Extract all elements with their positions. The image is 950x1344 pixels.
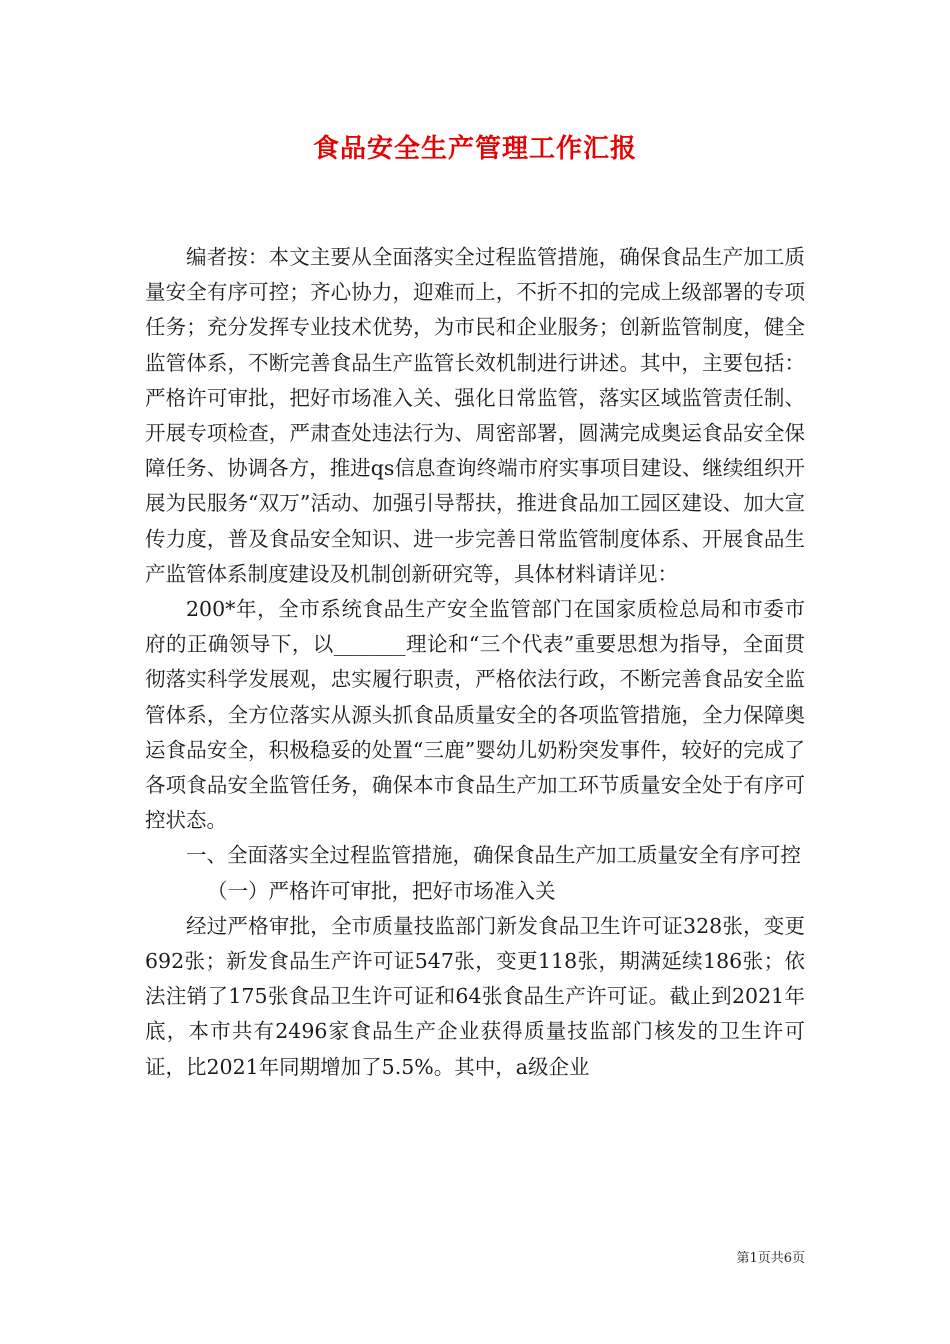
body-paragraph: 经过严格审批，全市质量技监部门新发食品卫生许可证328张，变更692张；新发食品生产许可证547张，变更118张，期满延续186张；依法注销了175张食品卫生许可证和64张食品生产许可证。截止到2021年底，本市共有2496家食品生产企业获得质量技监部门核发的卫生许可证，比2021年同期增加了5.5%。其中，a级企业 [145, 913, 805, 1079]
section-heading: 一、全面落实全过程监管措施，确保食品生产加工质量安全有序可控 [186, 843, 801, 868]
document-title: 食品安全生产管理工作汇报 [312, 134, 637, 164]
intro-paragraph: 200*年，全市系统食品生产安全监管部门在国家质检总局和市委市府的正确领导下，以_______理论和“三个代表”重要思想为指导，全面贯彻落实科学发展观，忠实履行职责，严格依法行政，不断完善食品安全监管体系，全方位落实从源头抓食品质量安全的各项监管措施，全力保障奥运食品安全，积极稳妥的处置“三鹿”婴幼儿奶粉突发事件，较好的完成了各项食品安全监管任务，确保本市食品生产加工环节质量安全处于有序可控状态。 [145, 597, 805, 833]
subsection-heading: （一）严格许可审批，把好市场准入关 [207, 878, 556, 903]
editor-note-paragraph: 编者按：本文主要从全面落实全过程监管措施，确保食品生产加工质量安全有序可控；齐心协力，迎难而上，不折不扣的完成上级部署的专项任务；充分发挥专业技术优势，为市民和企业服务；创新监管制度，健全监管体系，不断完善食品生产监管长效机制进行讲述。其中，主要包括：严格许可审批，把好市场准入关、强化日常监管，落实区域监管责任制、开展专项检查，严肃查处违法行为、周密部署，圆满完成奥运食品安全保障任务、协调各方，推进qs信息查询终端市府实事项目建设、继续组织开展为民服务“双万”活动、加强引导帮扶，推进食品加工园区建设、加大宣传力度，普及食品安全知识、进一步完善日常监管制度体系、开展食品生产监管体系制度建设及机制创新研究等，具体材料请详见： [145, 245, 805, 586]
document-body [145, 240, 805, 1085]
page-number-footer: 第1页共6页 [736, 1251, 805, 1266]
